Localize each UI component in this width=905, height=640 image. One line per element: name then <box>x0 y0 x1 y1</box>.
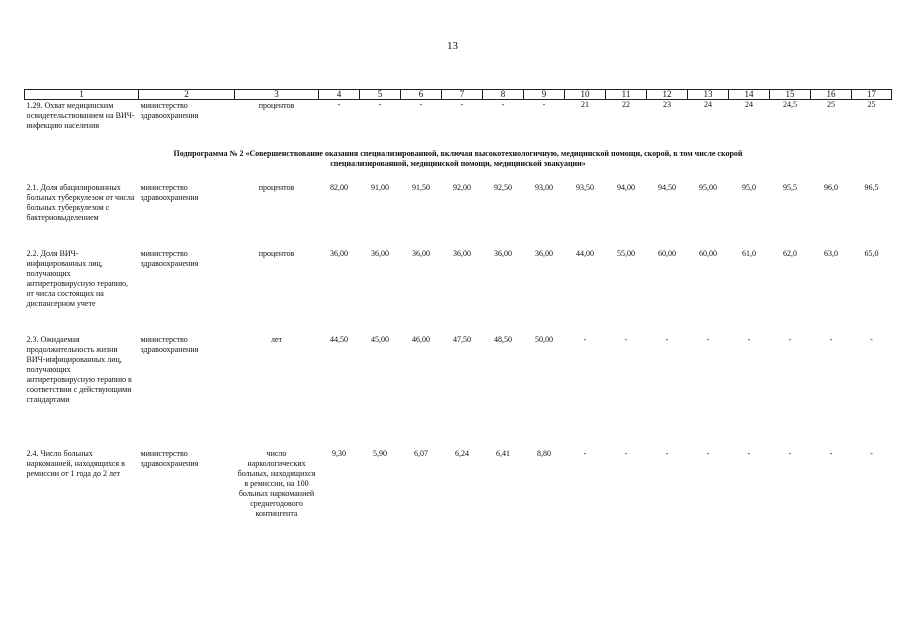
column-number-header: 9 <box>524 90 565 100</box>
indicator-value: 95,00 <box>699 183 717 192</box>
indicator-value: - <box>337 100 341 109</box>
indicator-value: 65,0 <box>864 249 879 258</box>
column-number-header: 13 <box>688 90 729 100</box>
column-number-header: 2 <box>139 90 235 100</box>
indicator-value: 21 <box>581 100 589 109</box>
indicator-value: 91,50 <box>412 183 430 192</box>
indicator-value: 25 <box>827 100 835 109</box>
indicator-value: 61,0 <box>742 249 756 258</box>
indicator-value: 50,00 <box>535 335 553 344</box>
indicator-value: 92,50 <box>494 183 512 192</box>
indicator-value: 36,00 <box>535 249 553 258</box>
indicator-value: 48,50 <box>494 335 512 344</box>
indicator-value: - <box>870 335 873 344</box>
indicator-value: 96,5 <box>864 183 879 192</box>
indicator-value: 82,00 <box>330 183 348 192</box>
indicator-value: - <box>378 100 382 109</box>
unit-of-measure: лет <box>270 335 283 344</box>
indicator-value: 44,00 <box>576 249 594 258</box>
indicator-value: - <box>870 449 873 458</box>
indicator-value: 6,41 <box>496 449 510 458</box>
indicator-row <box>25 249 892 335</box>
indicator-value: 9,30 <box>332 449 346 458</box>
indicator-value: 45,00 <box>371 335 389 344</box>
indicator-value: 60,00 <box>658 249 676 258</box>
indicator-value: 6,24 <box>455 449 469 458</box>
indicator-value: 92,00 <box>453 183 471 192</box>
indicator-value: 36,00 <box>494 249 512 258</box>
indicator-value: - <box>624 335 628 344</box>
indicator-row <box>25 183 892 249</box>
column-number-header: 16 <box>811 90 852 100</box>
column-number-header: 10 <box>565 90 606 100</box>
responsible-agency: министерство здравоохранения <box>140 449 199 468</box>
unit-of-measure: число наркологических больных, находящихся в ремиссии, на 100 больных наркоманией среднегодового контингента <box>237 449 316 518</box>
indicator-row <box>25 100 892 150</box>
indicator-value: 94,50 <box>658 183 676 192</box>
subprogram-row <box>25 149 892 183</box>
indicator-value: - <box>747 449 751 458</box>
unit-of-measure: процентов <box>258 101 295 110</box>
indicator-value: - <box>829 449 833 458</box>
indicator-value: 5,90 <box>373 449 387 458</box>
unit-of-measure: процентов <box>258 249 295 258</box>
indicator-value: 95,5 <box>783 183 797 192</box>
indicator-value: 25 <box>867 100 876 109</box>
indicator-value: - <box>788 335 792 344</box>
indicator-name: 2.1. Доля абацилированных больных туберкулезом от числа больных туберкулезом с бактериовыделением <box>26 183 135 222</box>
responsible-agency: министерство здравоохранения <box>140 183 199 202</box>
indicator-value: 24 <box>745 100 753 109</box>
subprogram-title: Подпрограмма № 2 «Совершенствование оказания специализированной, включая высокотехнологичную, медицинской помощи, скорой, в том числе скорой специализированной, медицинской помощи, медицинской эвакуации» <box>173 149 743 168</box>
responsible-agency: министерство здравоохранения <box>140 249 199 268</box>
indicator-row <box>25 335 892 449</box>
unit-of-measure: процентов <box>258 183 295 192</box>
indicator-value: 44,50 <box>330 335 348 344</box>
indicator-value: - <box>706 449 710 458</box>
indicator-value: - <box>829 335 833 344</box>
indicator-value: - <box>747 335 751 344</box>
indicator-row <box>25 449 892 549</box>
indicator-value: 36,00 <box>412 249 430 258</box>
indicator-value: 93,50 <box>576 183 594 192</box>
indicator-value: - <box>624 449 628 458</box>
indicator-value: - <box>419 100 423 109</box>
indicator-value: - <box>542 100 546 109</box>
indicator-value: 36,00 <box>371 249 389 258</box>
indicator-name: 2.3. Ожидаемая продолжительность жизни ВИЧ-инфицированных лиц, получающих антиретровирусную терапию в соответствии с действующими стандартами <box>26 335 132 404</box>
indicator-value: 23 <box>663 100 671 109</box>
indicator-value: 22 <box>622 100 630 109</box>
column-number-header: 15 <box>770 90 811 100</box>
indicator-value: 36,00 <box>330 249 348 258</box>
indicator-value: - <box>788 449 792 458</box>
column-number-header: 5 <box>360 90 401 100</box>
indicator-value: 24,5 <box>783 100 797 109</box>
responsible-agency: министерство здравоохранения <box>140 335 199 354</box>
column-number-header: 17 <box>852 90 892 100</box>
indicator-value: 8,80 <box>537 449 551 458</box>
column-number-header: 7 <box>442 90 483 100</box>
indicator-value: 63,0 <box>824 249 838 258</box>
indicators-table <box>24 89 892 549</box>
column-number-header: 4 <box>319 90 360 100</box>
column-number-header: 1 <box>25 90 139 100</box>
indicator-name: 2.4. Число больных наркоманией, находящихся в ремиссии от 1 года до 2 лет <box>26 449 125 478</box>
indicator-value: 91,00 <box>371 183 389 192</box>
indicator-value: 60,00 <box>699 249 717 258</box>
indicator-value: - <box>583 335 587 344</box>
indicator-name: 2.2. Доля ВИЧ-инфицированных лиц, получающих антиретровирусную терапию, от числа состоящих на диспансерном учете <box>26 249 129 308</box>
column-number-header: 12 <box>647 90 688 100</box>
indicator-value: - <box>665 449 669 458</box>
indicator-value: 93,00 <box>535 183 553 192</box>
indicator-value: 55,00 <box>617 249 635 258</box>
indicator-value: 46,00 <box>412 335 430 344</box>
indicator-value: - <box>583 449 587 458</box>
column-number-header: 6 <box>401 90 442 100</box>
indicator-value: 36,00 <box>453 249 471 258</box>
indicator-value: - <box>501 100 505 109</box>
indicator-value: 6,07 <box>414 449 428 458</box>
indicator-value: 95,0 <box>742 183 756 192</box>
column-number-header: 3 <box>235 90 319 100</box>
indicator-value: 47,50 <box>453 335 471 344</box>
responsible-agency: министерство здравоохранения <box>140 101 199 120</box>
column-number-header: 11 <box>606 90 647 100</box>
indicator-value: 94,00 <box>617 183 635 192</box>
column-number-row <box>25 90 892 100</box>
indicator-value: - <box>665 335 669 344</box>
column-number-header: 8 <box>483 90 524 100</box>
indicator-value: - <box>706 335 710 344</box>
indicator-value: - <box>460 100 464 109</box>
indicator-value: 24 <box>704 100 712 109</box>
indicator-value: 96,0 <box>824 183 838 192</box>
indicator-name: 1.29. Охват медицинским освидетельствованием на ВИЧ-инфекцию населения <box>26 101 135 130</box>
page-number: 13 <box>447 40 458 52</box>
column-number-header: 14 <box>729 90 770 100</box>
indicator-value: 62,0 <box>783 249 797 258</box>
